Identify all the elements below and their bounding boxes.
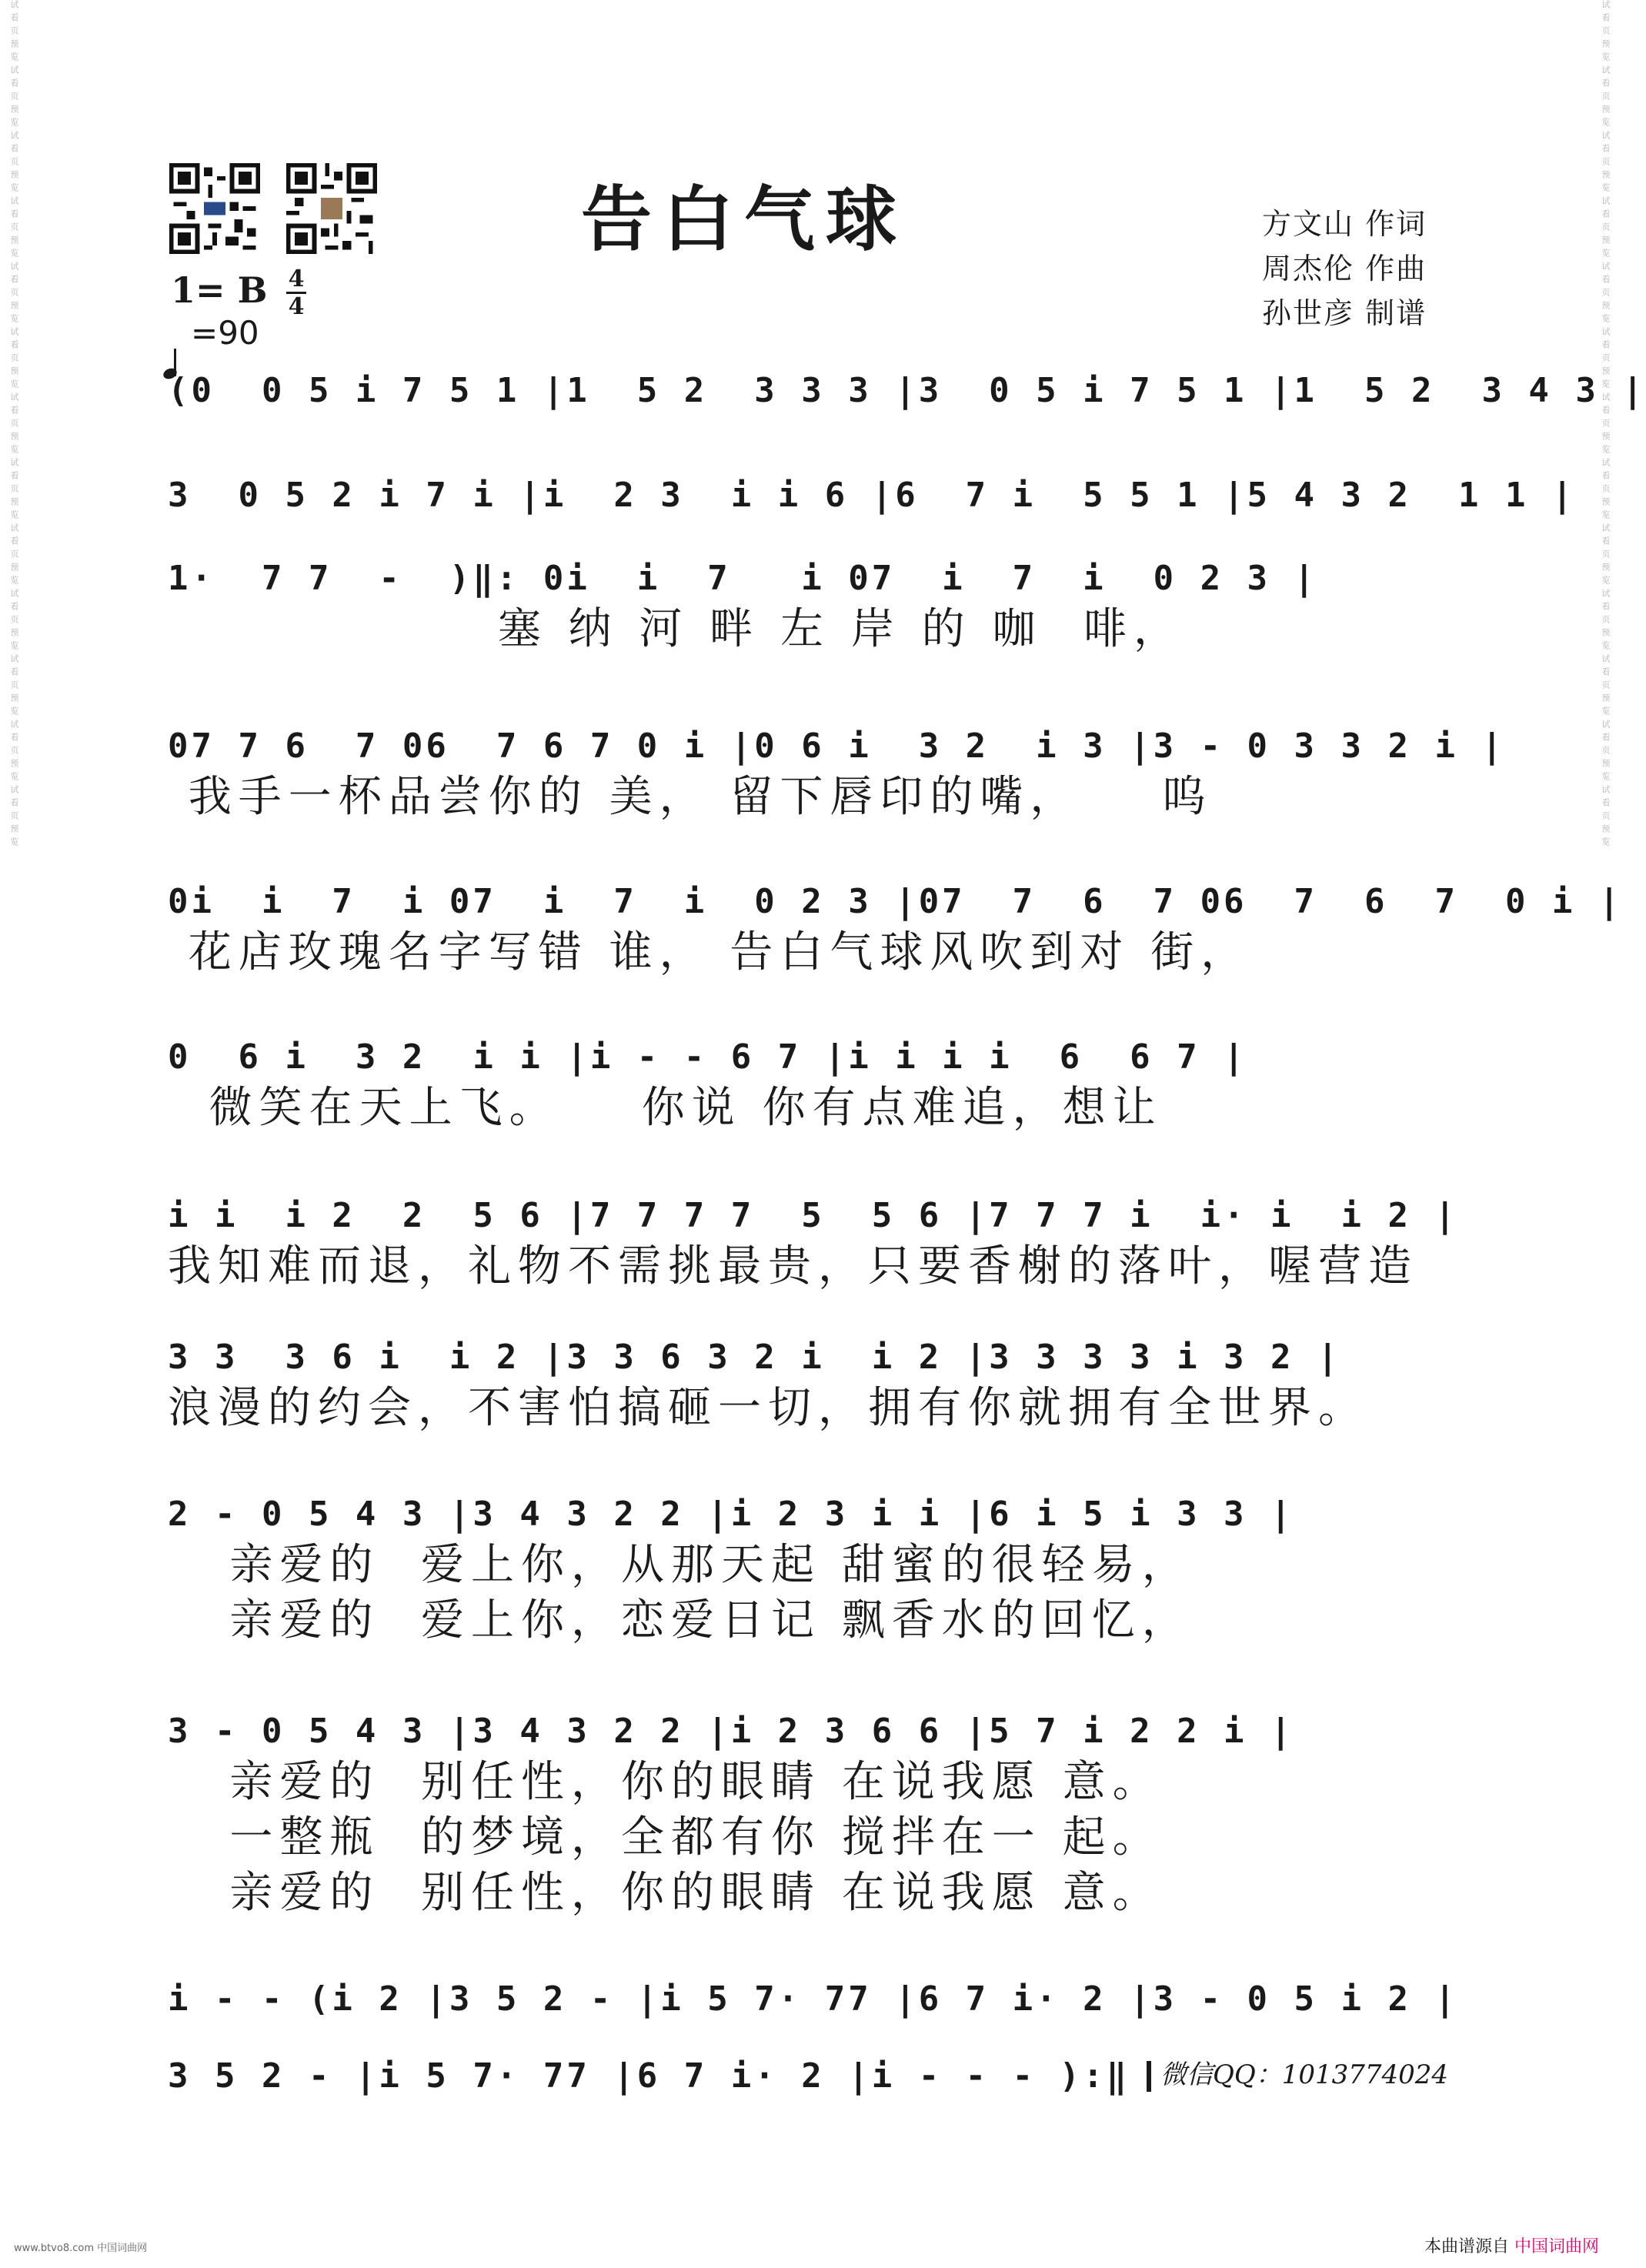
score-row (168, 368, 1646, 414)
lyric-line: 花店玫瑰名字写错 谁， 告白气球风吹到对 街， (168, 927, 1251, 977)
footer-source-prefix: 本曲谱源自 (1424, 2237, 1509, 2256)
wechat-qq-text: 微信QQ：1013774024 (1160, 2059, 1449, 2090)
wechat-qq-contact (1147, 2053, 1448, 2092)
notation-line: 3 0 5 2 i 7 i |i 2 3 i i 6 |6 7 i 5 5 1 |5 4 3 2 1 1 | (168, 476, 1576, 515)
notation-line: 3 5 2 - |i 5 7· 77 |6 7 i· 2 |i - - - ):‖ (168, 2056, 1130, 2096)
footer-source-site: 中国词曲网 (1514, 2237, 1599, 2256)
time-signature-top: 4 (288, 266, 305, 292)
score-row (168, 556, 1453, 657)
score-row (168, 1193, 1458, 1294)
notation-line: 3 3 3 6 i i 2 |3 3 6 3 2 i i 2 |3 3 3 3 i 3 2 | (168, 1338, 1341, 1377)
transcriber-credit: 孙世彦 制谱 (1262, 296, 1427, 330)
score-row (168, 473, 1576, 519)
score-row (168, 1709, 1453, 1921)
notation-line: 0i i 7 i 07 i 7 i 0 2 3 |07 7 6 7 06 7 6 7 0 i | (168, 882, 1623, 921)
end-barline (1147, 2061, 1151, 2092)
score-row (168, 1334, 1453, 1436)
score-row (168, 1491, 1453, 1648)
watermark-strip-right: 试看页预览试看页预览试看页预览试看页预览试看页预览试看页预览试看页预览试看页预览试看页预览试看页预览试看页预览试看页预览试看页预览 (1601, 0, 1611, 850)
time-signature-bottom: 4 (286, 292, 306, 319)
lyric-line: 亲爱的 别任性，你的眼睛 在说我愿 意。 (168, 1757, 1163, 1807)
tempo-marking (171, 314, 259, 352)
time-signature (286, 266, 306, 319)
watermark-strip-left: 试看页预览试看页预览试看页预览试看页预览试看页预览试看页预览试看页预览试看页预览试看页预览试看页预览试看页预览试看页预览试看页预览 (9, 0, 19, 850)
lyric-line: 一整瓶 的梦境，全都有你 搅拌在一 起。 (168, 1812, 1163, 1862)
notation-line: i - - (i 2 |3 5 2 - |i 5 7· 77 |6 7 i· 2 |3 - 0 5 i 2 | (168, 1979, 1458, 2019)
key-signature: 1= B (171, 269, 268, 311)
score-row (168, 879, 1623, 980)
lyric-line: 浪漫的约会，不害怕搞砸一切，拥有你就拥有全世界。 (168, 1383, 1368, 1433)
notation-line: 3 - 0 5 4 3 |3 4 3 2 2 |i 2 3 6 6 |5 7 i 2 2 i | (168, 1712, 1294, 1751)
tempo-value: =90 (191, 314, 259, 352)
score-row (168, 1976, 1458, 2022)
lyricist-credit: 方文山 作词 (1262, 207, 1427, 241)
notation-line: 07 7 6 7 06 7 6 7 0 i |0 6 i 3 2 i 3 |3 - 0 3 3 2 i | (168, 726, 1505, 766)
score-row (168, 723, 1505, 825)
notation-line: 0 6 i 3 2 i i |i - - 6 7 |i i i i 6 6 7 | (168, 1037, 1247, 1077)
lyric-line: 微笑在天上飞。 你说 你有点难追，想让 (168, 1083, 1163, 1133)
lyric-line: 我知难而退，礼物不需挑最贵，只要香榭的落叶，喔营造 (168, 1241, 1418, 1291)
lyric-line: 亲爱的 爱上你，恋爱日记 飘香水的回忆， (168, 1595, 1192, 1645)
score-row (168, 1034, 1453, 1136)
lyric-line: 亲爱的 别任性，你的眼睛 在说我愿 意。 (168, 1868, 1163, 1918)
lyric-line: 我手一杯品尝你的 美， 留下唇印的嘴， 呜 (168, 772, 1213, 822)
footer-source-url: www.btvo8.com 中国词曲网 (14, 2243, 148, 2254)
song-title: 告白气球 (580, 178, 907, 261)
lyric-line: 塞 纳 河 畔 左 岸 的 咖 啡， (168, 604, 1184, 654)
composer-credit: 周杰伦 作曲 (1262, 252, 1427, 286)
credits (1262, 202, 1462, 336)
lyric-line: 亲爱的 爱上你，从那天起 甜蜜的很轻易， (168, 1540, 1192, 1590)
notation-line: i i i 2 2 5 6 |7 7 7 7 5 5 6 |7 7 7 i i· i i 2 | (168, 1196, 1458, 1235)
footer-source-credit (1424, 2233, 1599, 2257)
notation-line: 1· 7 7 - )‖: 0i i 7 i 07 i 7 i 0 2 3 | (168, 559, 1318, 598)
notation-line: 2 - 0 5 4 3 |3 4 3 2 2 |i 2 3 i i |6 i 5 i 3 3 | (168, 1495, 1294, 1534)
notation-line: (0 0 5 i 7 5 1 |1 5 2 3 3 3 |3 0 5 i 7 5 1 |1 5 2 3 4 3 | (168, 371, 1646, 410)
